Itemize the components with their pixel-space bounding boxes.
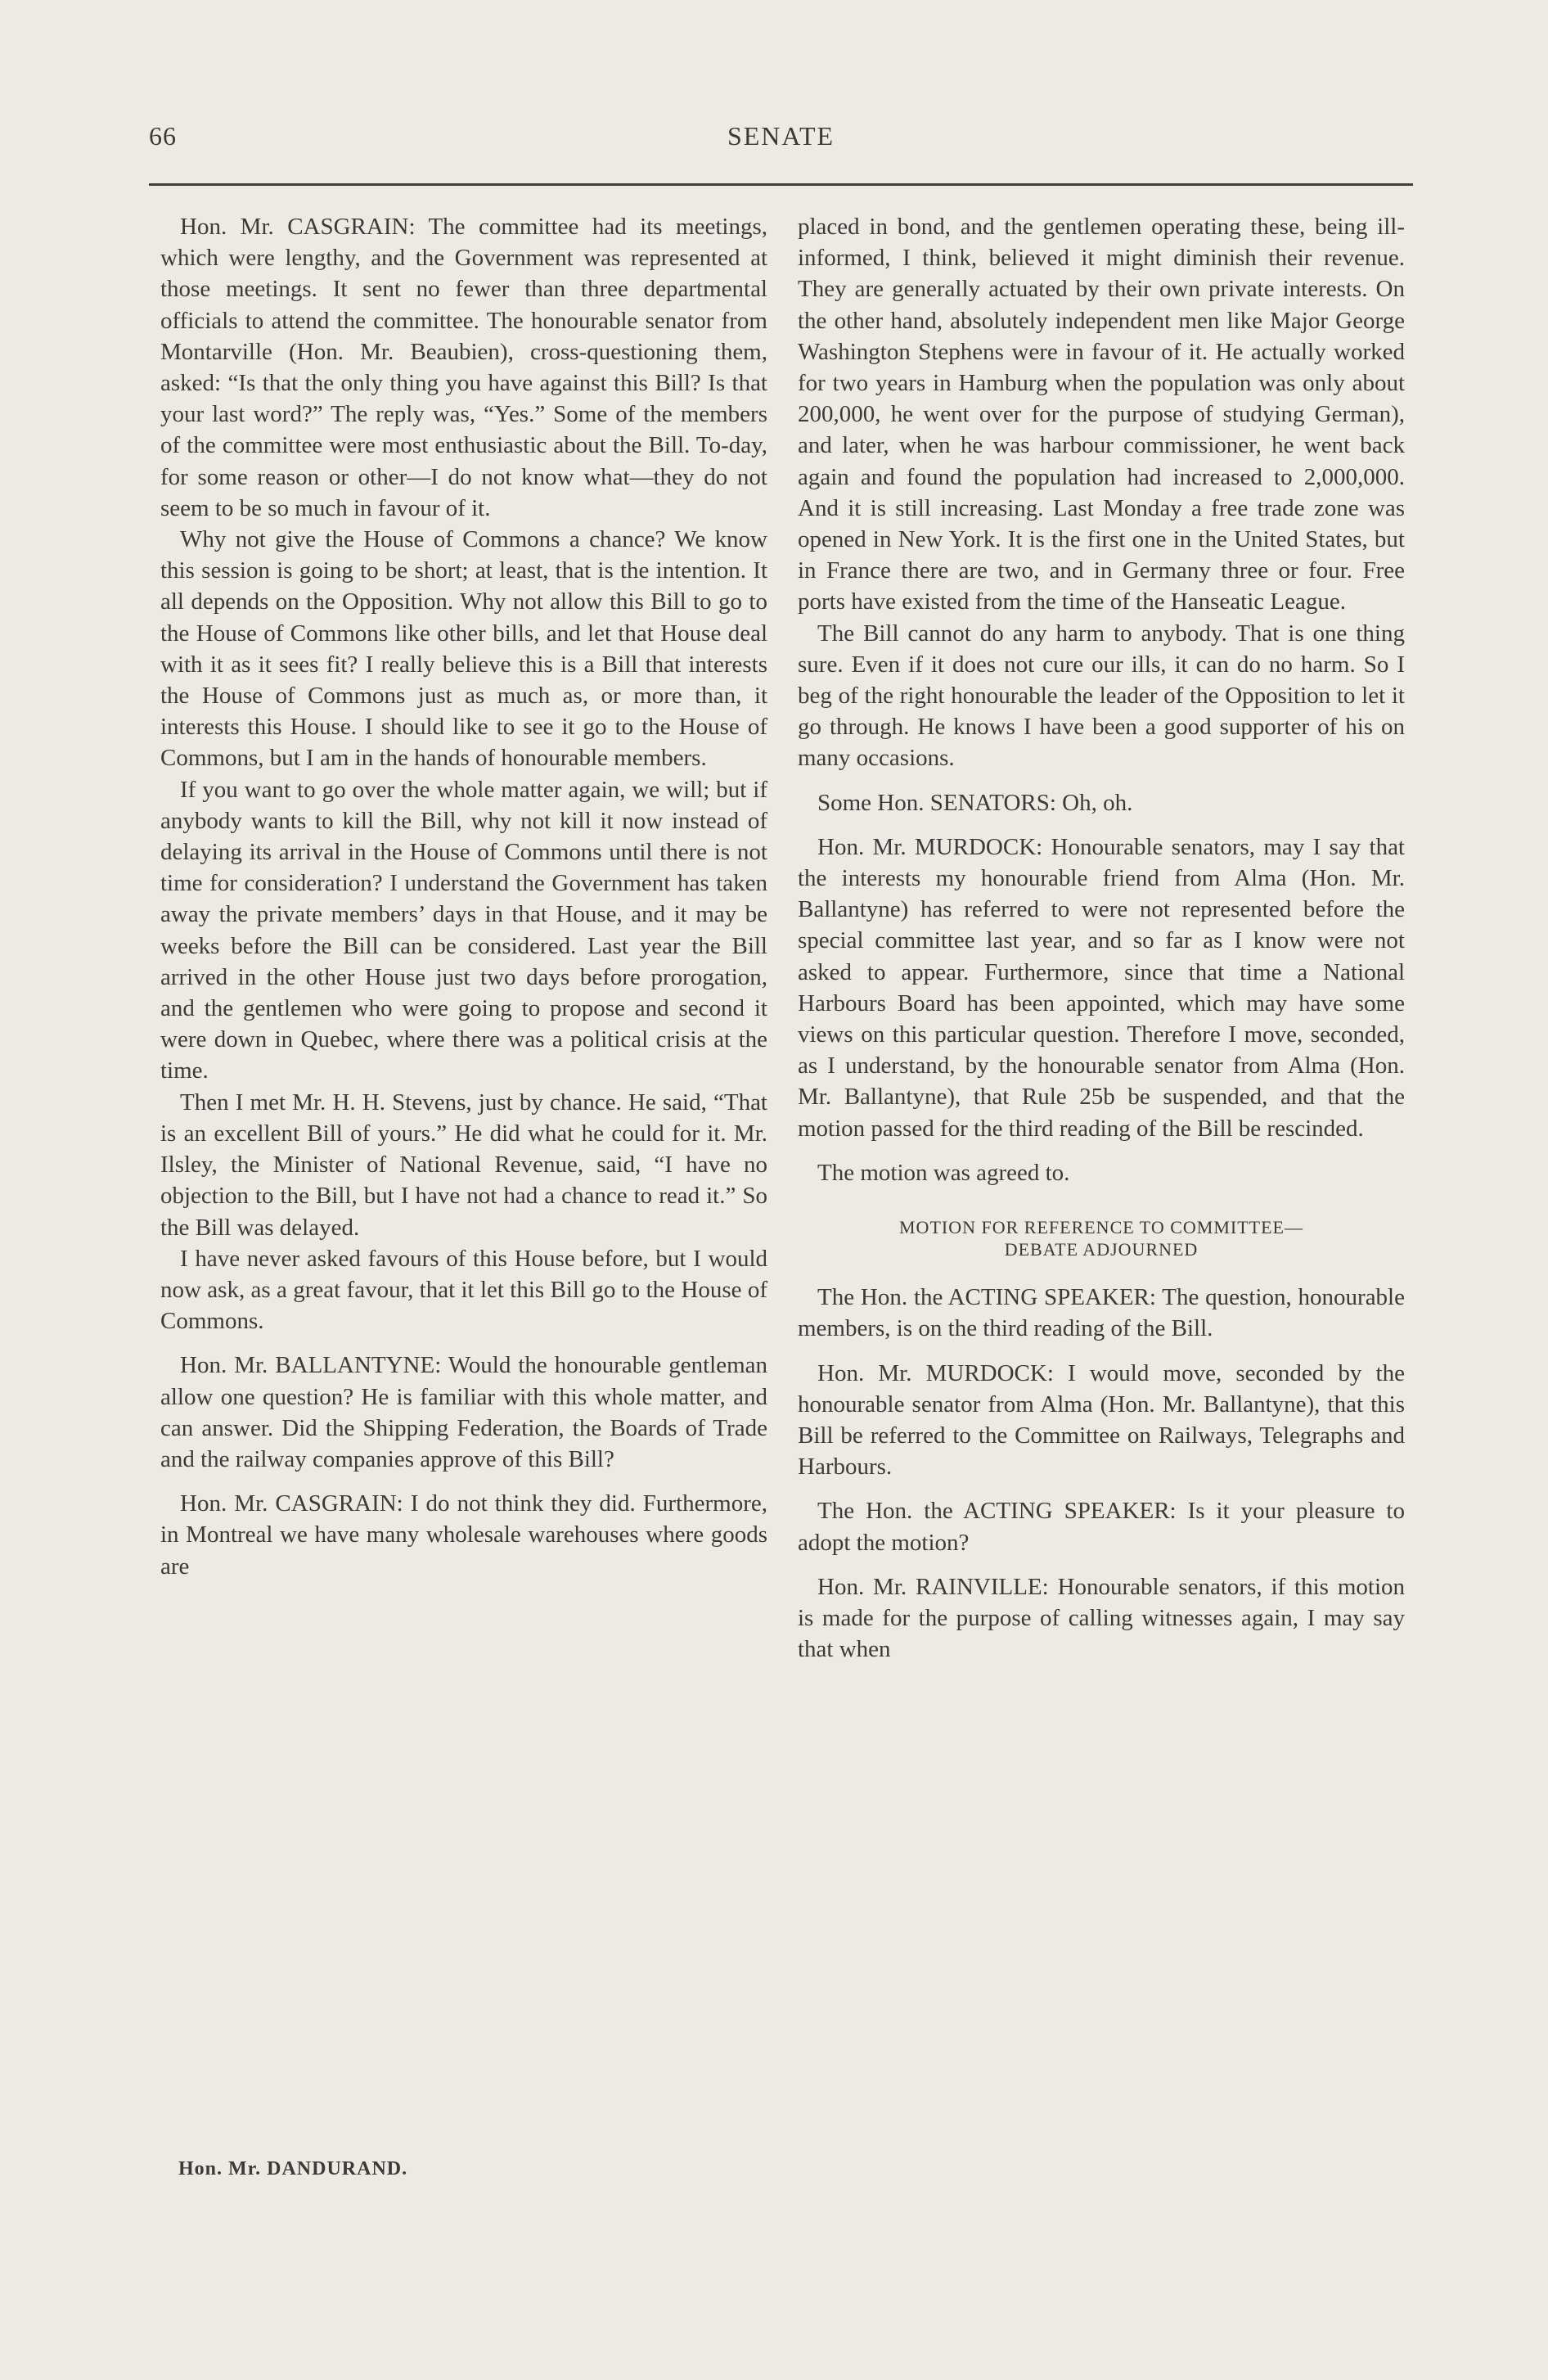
paragraph: placed in bond, and the gentlemen operating these, being ill-informed, I think, believed it might diminish their revenue. They are generally actuated by their own private interests. On the other hand, absolutely independent men like Major George Washington Stephens were in favour of it. He actually worked for two years in Hamburg when the population was only about 200,000, he went over for the purpose of studying German), and later, when he was harbour commissioner, he went back again and found the population had increased to 2,000,000. And it is still increasing. Last Monday a free trade zone was opened in New York. It is the first one in the United States, but in France there are two, and in Germany three or four. Free ports have existed from the time of the Hanseatic League.	[798, 214, 1405, 615]
left-column	[160, 211, 767, 1582]
header-rule	[149, 183, 1413, 186]
paragraph: I have never asked favours of this House before, but I would now ask, as a great favour, that it let this Bill go to the House of Commons.	[160, 1245, 767, 1335]
footer-speaker-name: Hon. Mr. DANDURAND.	[178, 2158, 408, 2179]
paragraph: The Bill cannot do any harm to anybody. That is one thing sure. Even if it does not cure our ills, it can do no harm. So I beg of the right honourable the leader of the Opposition to let it go through. He knows I have been a good supporter of his on many occasions.	[798, 620, 1405, 772]
paragraph: Some Hon. SENATORS: Oh, oh.	[817, 789, 1133, 816]
paragraph: Hon. Mr. BALLANTYNE: Would the honourable gentleman allow one question? He is familiar with this whole matter, and can answer. Did the Shipping Federation, the Boards of Trade and the railway companies approve of this Bill?	[160, 1352, 767, 1472]
paragraph: Hon. Mr. MURDOCK: Honourable senators, may I say that the interests my honourable friend from Alma (Hon. Mr. Ballantyne) has referred to were not represented before the special committee last year, and so far as I know were not asked to appear. Furthermore, since that time a National Harbours Board has been appointed, which may have some views on this particular question. Therefore I move, seconded, as I understand, by the honourable senator from Alma (Hon. Mr. Ballantyne), that Rule 25b be suspended, and that the motion passed for the third reading of the Bill be rescinded.	[798, 833, 1405, 1142]
page-header	[149, 121, 1413, 170]
running-head: SENATE	[727, 121, 835, 151]
right-column	[798, 211, 1405, 1665]
paragraph: Hon. Mr. MURDOCK: I would move, seconded by the honourable senator from Alma (Hon. Mr. Ballantyne), that this Bill be referred to the Committee on Railways, Telegraphs and Harbours.	[798, 1359, 1405, 1481]
paragraph: Then I met Mr. H. H. Stevens, just by chance. He said, “That is an excellent Bill of yours.” He did what he could for it. Mr. Ilsley, the Minister of National Revenue, said, “I have no objection to the Bill, but I have not had a chance to read it.” So the Bill was delayed.	[160, 1089, 767, 1241]
page-number: 66	[149, 121, 177, 151]
paragraph: Hon. Mr. CASGRAIN: I do not think they did. Furthermore, in Montreal we have many wholesale warehouses where goods are	[160, 1490, 767, 1580]
paragraph: The Hon. the ACTING SPEAKER: Is it your pleasure to adopt the motion?	[798, 1498, 1405, 1556]
section-heading	[798, 1216, 1405, 1260]
section-heading-line: MOTION FOR REFERENCE TO COMMITTEE—	[899, 1217, 1303, 1238]
paragraph: Hon. Mr. CASGRAIN: The committee had its meetings, which were lengthy, and the Government was represented at those meetings. It sent no fewer than three departmental officials to attend the committee. The honourable senator from Montarville (Hon. Mr. Beaubien), cross-questioning them, asked: “Is that the only thing you have against this Bill? Is that your last word?” The reply was, “Yes.” Some of the members of the committee were most enthusiastic about the Bill. To-day, for some reason or other—I do not know what—they do not seem to be so much in favour of it.	[160, 214, 767, 521]
paragraph: Hon. Mr. RAINVILLE: Honourable senators, if this motion is made for the purpose of calling witnesses again, I may say that when	[798, 1573, 1405, 1663]
paragraph: The motion was agreed to.	[817, 1159, 1070, 1186]
section-heading-line: DEBATE ADJOURNED	[1004, 1239, 1199, 1260]
paragraph: Why not give the House of Commons a chance? We know this session is going to be short; at least, that is the intention. It all depends on the Opposition. Why not allow this Bill to go to the House of Commons like other bills, and let that House deal with it as it sees fit? I really believe this is a Bill that interests the House of Commons just as much as, or more than, it interests this House. I should like to see it go to the House of Commons, but I am in the hands of honourable members.	[160, 526, 767, 772]
paragraph: The Hon. the ACTING SPEAKER: The question, honourable members, is on the third reading of the Bill.	[798, 1284, 1405, 1342]
paragraph: If you want to go over the whole matter again, we will; but if anybody wants to kill the Bill, why not kill it now instead of delaying its arrival in the House of Commons until there is not time for consideration? I understand the Government has taken away the private members’ days in that House, and it may be weeks before the Bill can be considered. Last year the Bill arrived in the other House just two days before prorogation, and the gentlemen who were going to propose and second it were down in Quebec, where there was a political crisis at the time.	[160, 776, 767, 1084]
